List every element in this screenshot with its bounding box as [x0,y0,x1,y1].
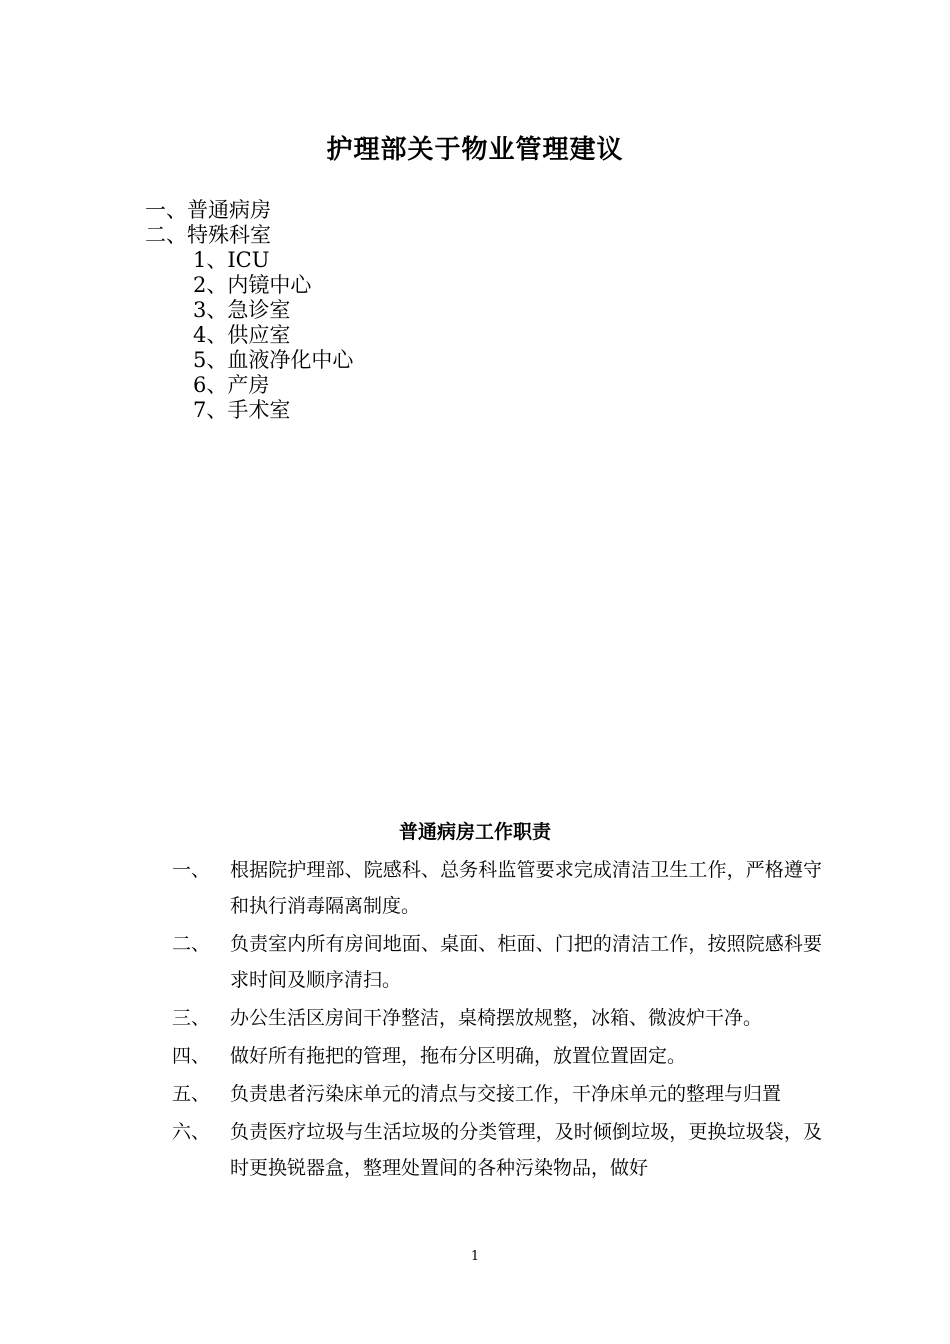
duty-list [172,852,822,1188]
duty-text: 办公生活区房间干净整洁，桌椅摆放规整，冰箱、微波炉干净。 [230,1007,763,1029]
duty-text: 做好所有拖把的管理，拖布分区明确，放置位置固定。 [230,1045,687,1067]
outline-subitem: 1、ICU [193,248,270,272]
duty-item [172,926,822,998]
duty-number: 三、 [172,1007,211,1029]
duty-number: 六、 [172,1121,211,1143]
document-title: 护理部关于物业管理建议 [326,135,624,165]
duty-text: 负责室内所有房间地面、桌面、柜面、门把的清洁工作，按照院感科要求时间及顺序清扫。 [230,933,822,991]
outline-subitem: 3、急诊室 [193,298,291,322]
duty-text: 根据院护理部、院感科、总务科监管要求完成清洁卫生工作，严格遵守和执行消毒隔离制度。 [230,859,822,917]
outline-subitem: 7、手术室 [193,398,291,422]
duty-number: 一、 [172,859,211,881]
duty-text: 负责患者污染床单元的清点与交接工作，干净床单元的整理与归置 [230,1083,782,1105]
duty-item [172,1114,822,1186]
duty-item [172,1038,822,1074]
duty-number: 四、 [172,1045,211,1067]
section-title: 普通病房工作职责 [398,821,551,843]
duty-text: 负责医疗垃圾与生活垃圾的分类管理，及时倾倒垃圾，更换垃圾袋，及时更换锐器盒，整理处置间的各种污染物品，做好 [230,1121,822,1179]
outline-subitem: 4、供应室 [193,323,291,347]
duty-number: 二、 [172,933,211,955]
outline-list [145,198,353,423]
outline-subitem: 5、血液净化中心 [193,348,354,372]
outline-item: 二、特殊科室 [145,223,271,247]
outline-subitem: 2、内镜中心 [193,273,312,297]
page-number: 1 [470,1249,480,1264]
duty-item [172,852,822,924]
duty-item [172,1000,822,1036]
outline-subitem: 6、产房 [193,373,270,397]
duty-item [172,1076,822,1112]
outline-item: 一、普通病房 [145,198,271,222]
duty-number: 五、 [172,1083,211,1105]
